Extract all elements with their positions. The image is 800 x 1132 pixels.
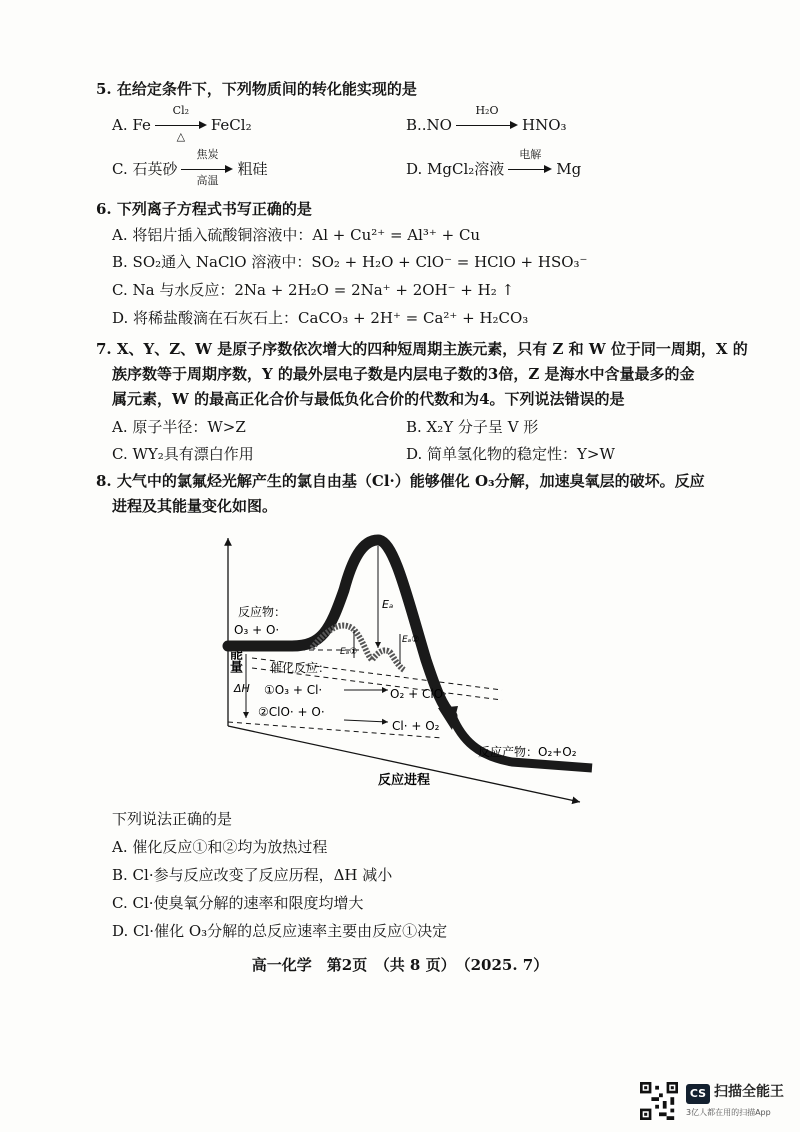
q5-c-product: 粗硅 <box>237 160 268 178</box>
q6-option-a: A. 将铝片插入硫酸铜溶液中：Al + Cu²⁺ = Al³⁺ + Cu <box>112 226 481 244</box>
arrow-condition-below: 高温 <box>196 174 219 187</box>
q7-option-c: C. WY₂具有漂白作用 <box>112 445 254 463</box>
reaction1-right: O₂ + ClO· <box>390 687 447 701</box>
reaction-arrow <box>155 104 207 143</box>
ea-label: Eₐ <box>382 598 394 611</box>
catalyzed-heading: 催化反应： <box>270 661 331 675</box>
q8-option-b: B. Cl·参与反应改变了反应历程，ΔH 减小 <box>112 866 393 884</box>
q5-a-product: FeCl₂ <box>210 116 252 134</box>
ea1-label: Eₐ① <box>340 647 358 657</box>
scanner-app-tagline: 3亿人都在用的扫描App <box>686 1108 771 1117</box>
q5-option-b <box>406 104 567 136</box>
arrow-condition-above: 焦炭 <box>196 148 219 161</box>
q5-c-reactant: C. 石英砂 <box>112 160 178 178</box>
arrow-condition-above: Cl₂ <box>172 104 190 117</box>
reaction-arrow <box>456 104 518 136</box>
q5-b-product: HNO₃ <box>521 116 567 134</box>
q6-title: 6. 下列离子方程式书写正确的是 <box>96 200 312 218</box>
q8-option-d: D. Cl·催化 O₃分解的总反应速率主要由反应①决定 <box>112 922 448 940</box>
arrow-condition-above: 电解 <box>519 148 542 161</box>
y-axis-label: 能量 <box>216 647 242 662</box>
reaction1-left: ①O₃ + Cl· <box>264 683 323 697</box>
q7-option-b: B. X₂Y 分子呈 V 形 <box>406 418 539 436</box>
q5-b-reactant: B..NO <box>406 116 452 134</box>
reaction2-arrow <box>344 720 388 722</box>
q7-option-d: D. 简单氢化物的稳定性：Y>W <box>406 445 615 463</box>
reactants-heading: 反应物： <box>238 605 287 619</box>
page-footer: 高一化学 第2页 （共 8 页） （2025. 7） <box>251 956 549 974</box>
x-axis-label: 反应进程 <box>378 773 431 788</box>
q5-option-c <box>112 148 268 187</box>
scanner-app-title: 扫描全能王 <box>714 1084 784 1100</box>
q5-option-a <box>112 104 252 143</box>
products-label: 反应产物：O₂+O₂ <box>478 745 577 759</box>
energy-profile-diagram <box>212 530 602 810</box>
qr-code-icon <box>640 1082 678 1120</box>
q8-stem-line-1: 8. 大气中的氯氟烃光解产生的氯自由基（Cl·）能够催化 O₃分解，加速臭氧层的破坏。反应 <box>96 472 705 490</box>
reactants-formula: O₃ + O· <box>234 623 280 637</box>
q5-d-product: Mg <box>556 160 582 178</box>
arrow-condition-above: H₂O <box>475 104 499 117</box>
product-tail <box>452 716 592 768</box>
q7-stem-line-2: 族序数等于周期序数，Y 的最外层电子数是内层电子数的3倍，Z 是海水中含量最多的金 <box>112 365 695 383</box>
q5-d-reactant: D. MgCl₂溶液 <box>406 160 505 178</box>
q5-title: 5. 在给定条件下，下列物质间的转化能实现的是 <box>96 80 417 98</box>
q6-option-c: C. Na 与水反应：2Na + 2H₂O = 2Na⁺ + 2OH⁻ + H₂ ↑ <box>112 281 515 299</box>
q7-option-a: A. 原子半径：W>Z <box>112 418 246 436</box>
q6-option-b: B. SO₂通入 NaClO 溶液中：SO₂ + H₂O + ClO⁻ = HClO + HSO₃⁻ <box>112 253 588 271</box>
arrow-condition-below: △ <box>176 130 186 143</box>
q7-stem-line-3: 属元素，W 的最高正化合价与最低负化合价的代数和为4。下列说法错误的是 <box>112 390 625 408</box>
reaction-arrow <box>508 148 552 180</box>
q8-option-a: A. 催化反应①和②均为放热过程 <box>112 838 328 856</box>
reaction2-right: Cl· + O₂ <box>392 719 440 733</box>
q6-option-d: D. 将稀盐酸滴在石灰石上：CaCO₃ + 2H⁺ = Ca²⁺ + H₂CO₃ <box>112 309 529 327</box>
q8-prompt: 下列说法正确的是 <box>112 810 233 828</box>
camscanner-logo: CS <box>686 1084 710 1104</box>
q7-stem-line-1: 7. X、Y、Z、W 是原子序数依次增大的四种短周期主族元素，只有 Z 和 W 位于同一周期，X 的 <box>96 340 748 358</box>
ea2-label: Eₐ② <box>402 635 420 645</box>
q5-a-reactant: A. Fe <box>112 116 151 134</box>
reaction2-left: ②ClO· + O· <box>258 705 325 719</box>
q5-option-d <box>406 148 582 180</box>
q8-option-c: C. Cl·使臭氧分解的速率和限度均增大 <box>112 894 364 912</box>
q8-stem-line-2: 进程及其能量变化如图。 <box>112 497 278 515</box>
reaction-arrow <box>181 148 233 187</box>
delta-h-label: ΔH <box>234 682 250 695</box>
